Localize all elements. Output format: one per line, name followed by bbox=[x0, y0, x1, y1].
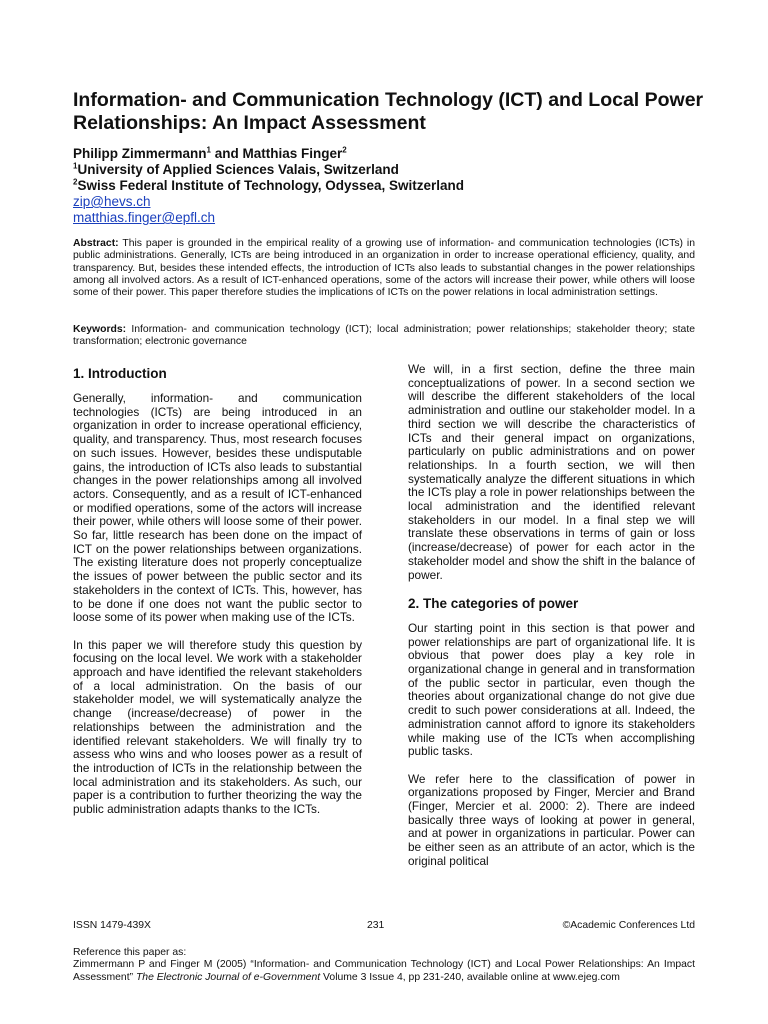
keywords-label: Keywords: bbox=[73, 324, 127, 335]
author-sup-2: 2 bbox=[342, 145, 347, 155]
page-number: 231 bbox=[367, 920, 385, 931]
affiliation-1-text: University of Applied Sciences Valais, Switzerland bbox=[77, 162, 399, 177]
section-1-paragraph-1: Generally, information- and communication technologies (ICTs) are being introduced in an organization in order to increase operational efficiency, quality, and transparency. Thus, most research focuses on such issues. However, besides these undisputable gains, the introduction of ICTs also leads to substantial changes in the power relationships among all involved actors. Consequently, and as a result of ICT-enhanced or modified operations, some of the actors will increase their power, while others will loose some of their power. So far, little research has been done on the impact of ICT on the power relationships between organizations. The existing literature does not properly conceptualize the issues of power between the public sector and its stakeholders in the context of ICTs. This, however, has to be done if one does not want the public sector to loose some of its power when making use of the ICTs. bbox=[73, 391, 362, 625]
right-column bbox=[408, 363, 695, 882]
affiliation-1 bbox=[73, 162, 464, 178]
author-name-2: Matthias Finger bbox=[242, 146, 343, 161]
section-2-paragraph-1: Our starting point in this section is that power and power relationships are part of organizational life. It is obvious that power does play a key role in organizational change in general and in transformation of the public sector in particular, even though the theories about organizational change do not give due credit to such power considerations at all. Indeed, the administration cannot afford to ignore its stakeholders while making use of the ICTs when accomplishing public tasks. bbox=[408, 620, 695, 759]
page-footer bbox=[73, 920, 695, 934]
section-2-paragraph-2: We refer here to the classification of power in organizations proposed by Finger, Mercier and Brand (Finger, Mercier et al. 2000: 2). There are indeed basically three ways of looking at power in general, and at power in organizations in particular. Power can be either seen as an attribute of an actor, which is the original political bbox=[408, 771, 695, 868]
email-link-2[interactable]: matthias.finger@epfl.ch bbox=[73, 210, 216, 225]
abstract-text: This paper is grounded in the empirical reality of a growing use of information- and communication technologies (ICTs) in public administrations. Generally, ICTs are being introduced in an organization in order to increase operational efficiency, quality, and transparency. But, besides these intended effects, the introduction of ICTs also leads to substantial changes in the power relationships among all involved actors. As a result of ICT-enhanced operations, some of the actors will increase their power, while others will loose some of their power. This paper therefore studies the implications of ICTs on the power relations in local administration settings. bbox=[73, 238, 695, 299]
email-link-1[interactable]: zip@hevs.ch bbox=[73, 194, 151, 209]
left-column bbox=[73, 366, 362, 830]
paper-title: Information- and Communication Technology (ICT) and Local Power Relationships: An Impact Assessment bbox=[73, 89, 704, 134]
author-sup-1: 1 bbox=[206, 145, 211, 155]
author-name-1: Philipp Zimmermann bbox=[73, 146, 207, 161]
author-block bbox=[73, 146, 464, 226]
author-and: and bbox=[210, 146, 243, 161]
affiliation-2 bbox=[73, 178, 464, 194]
section-1-heading: 1. Introduction bbox=[73, 366, 167, 381]
copyright: ©Academic Conferences Ltd bbox=[562, 920, 695, 931]
keywords bbox=[73, 324, 695, 349]
issn: ISSN 1479-439X bbox=[73, 920, 151, 931]
section-1-paragraph-2: In this paper we will therefore study this question by focusing on the local level. We work with a stakeholder approach and have identified the relevant stakeholders of a local administration. On the basis of our stakeholder model, we will systematically analyze the change (increase/decrease) of power in the relationships between the administration and the identified relevant stakeholders. We will finally try to assess who wins and who looses power as a result of the introduction of ICTs in the relationship between the local administration and its stakeholders. As such, our paper is a contribution to further theorizing the way the public administration adapts thanks to the ICTs. bbox=[73, 637, 362, 817]
keywords-text: Information- and communication technology (ICT); local administration; power relationships; stakeholder theory; state transformation; electronic governance bbox=[73, 324, 695, 348]
reference-note bbox=[73, 947, 695, 984]
abstract bbox=[73, 238, 695, 299]
section-1-paragraph-3: We will, in a first section, define the three main conceptualizations of power. In a second section we will describe the different stakeholders of the local administration and outline our stakeholder model. In a third section we will describe the characteristics of ICTs and their general impact on organizations, particularly on public administrations and on power relationships. In a fourth section, we will then systematically analyze the different situations in which the ICTs play a role in power relationships between the local administration and the identified relevant stakeholders in our model. In a final step we will translate these observations in terms of gain or loss (increase/decrease) of power for each actor in the stakeholder model and show the shift in the balance of power. bbox=[408, 362, 695, 582]
affiliation-2-sup: 2 bbox=[73, 177, 78, 187]
reference-citation-b: Volume 3 Issue 4, pp 231-240, available online at www.ejeg.com bbox=[320, 971, 620, 983]
affiliation-1-sup: 1 bbox=[73, 161, 78, 171]
affiliation-2-text: Swiss Federal Institute of Technology, Odyssea, Switzerland bbox=[77, 178, 465, 193]
author-line bbox=[73, 146, 464, 162]
reference-journal: The Electronic Journal of e-Government bbox=[135, 971, 321, 983]
reference-citation-a: Zimmermann P and Finger M (2005) “Information- and Communication Technology (ICT) and Local Power Relationships: An Impact Assessment” bbox=[73, 959, 695, 983]
section-2-heading: 2. The categories of power bbox=[408, 595, 579, 611]
abstract-label: Abstract: bbox=[73, 238, 119, 249]
reference-label: Reference this paper as: bbox=[73, 947, 187, 958]
